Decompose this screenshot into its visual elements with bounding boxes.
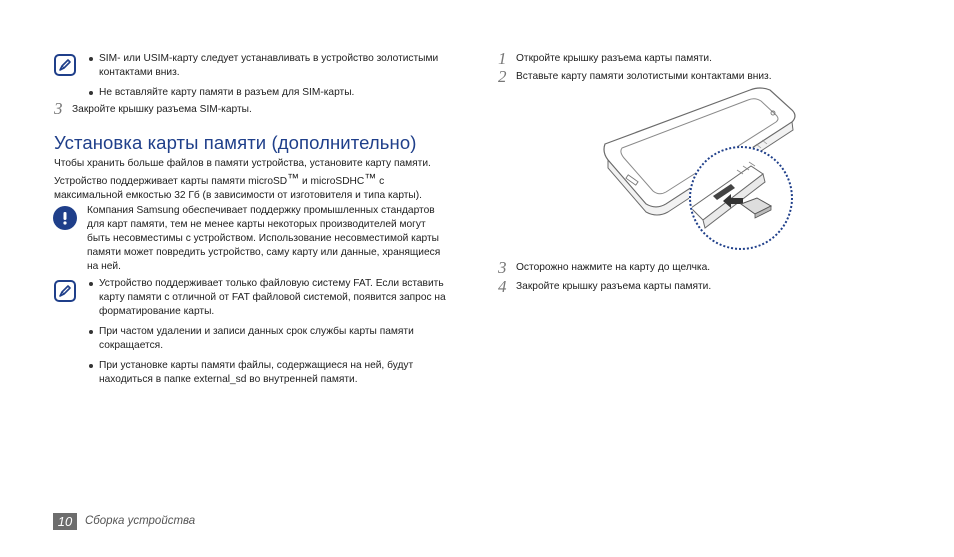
warning-text: Компания Samsung обеспечивает поддержку промышленных стандартов для карт памяти, тем не менее карты некоторых производителей могут быть несовместимы с устройством. Использование несовместимой карты памяти может повредить устройство, саму карту или данные, хранящиеся на ней. bbox=[87, 205, 441, 272]
step-text: Закройте крышку разъема SIM-карты. bbox=[72, 104, 252, 115]
step-number: 3 bbox=[498, 258, 507, 277]
step-text: Вставьте карту памяти золотистыми контактами вниз. bbox=[516, 71, 772, 82]
note-pencil-icon bbox=[54, 280, 76, 302]
footer-section-title: Сборка устройства bbox=[85, 515, 196, 527]
intro-paragraph: Чтобы хранить больше файлов в памяти устройства, установите карту памяти. Устройство поддерживает карты памяти microSD™ и microSDHC™ с максимальной емкостью 32 Гб (в зависимости от изготовителя и типа карты). bbox=[54, 158, 431, 201]
step-number: 3 bbox=[54, 99, 63, 118]
section-heading: Установка карты памяти (дополнительно) bbox=[54, 132, 417, 153]
list-item: SIM- или USIM-карту следует устанавливать в устройство золотистыми контактами вниз. bbox=[87, 52, 457, 80]
step-number: 4 bbox=[498, 277, 507, 296]
list-item: При установке карты памяти файлы, содержащиеся на ней, будут находиться в папке external_sd во внутренней памяти. bbox=[87, 359, 452, 387]
page-number: 10 bbox=[53, 513, 77, 530]
note-pencil-icon bbox=[54, 54, 76, 76]
note-2 bbox=[87, 277, 452, 393]
list-item: Не вставляйте карту памяти в разъем для SIM-карты. bbox=[87, 86, 457, 100]
step-text: Закройте крышку разъема карты памяти. bbox=[516, 281, 712, 292]
list-item: Устройство поддерживает только файловую систему FAT. Если вставить карту памяти с отличной от FAT файловой системой, появится запрос на форматирование карты. bbox=[87, 277, 452, 319]
step-text: Осторожно нажмите на карту до щелчка. bbox=[516, 262, 711, 273]
step-number: 2 bbox=[498, 67, 507, 86]
warning-exclamation-icon bbox=[53, 206, 77, 230]
step-number: 1 bbox=[498, 49, 507, 68]
memory-card-slot-detail bbox=[691, 148, 791, 248]
step-text: Откройте крышку разъема карты памяти. bbox=[516, 53, 712, 64]
zoom-detail-circle bbox=[689, 146, 793, 250]
note-1 bbox=[87, 52, 457, 106]
list-item: При частом удалении и записи данных срок службы карты памяти сокращается. bbox=[87, 325, 452, 353]
